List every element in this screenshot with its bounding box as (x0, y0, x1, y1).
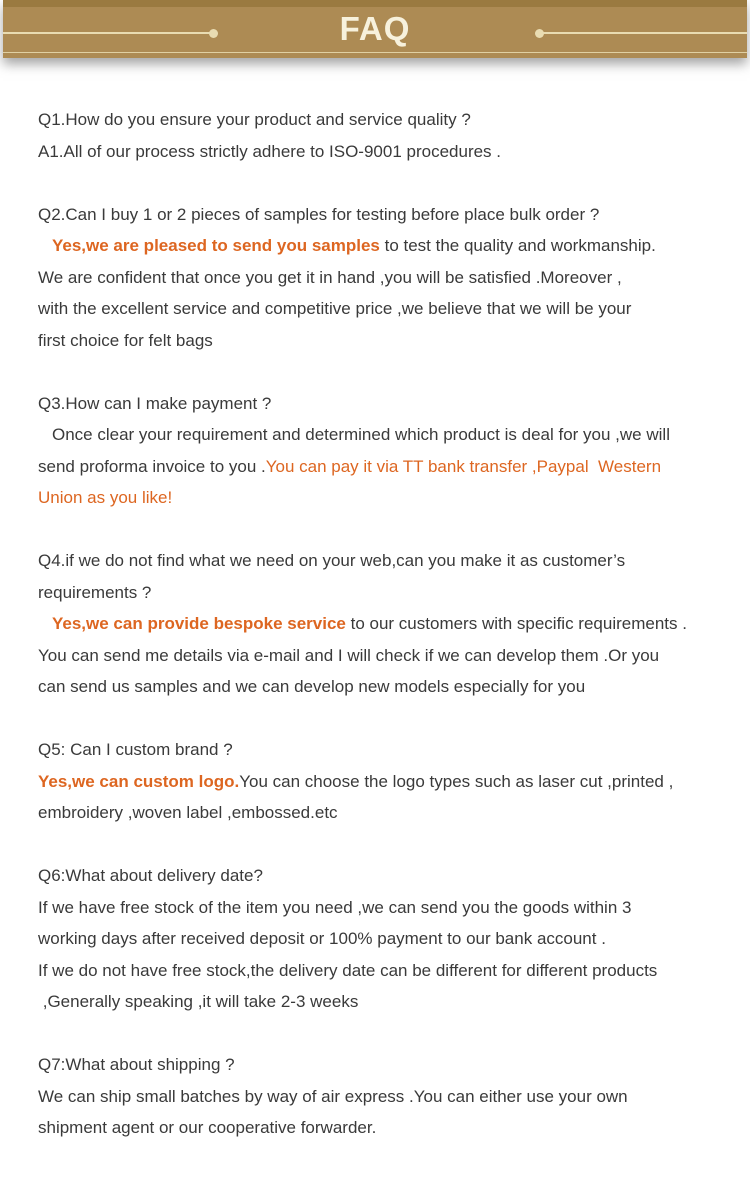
right-decoration-dot (535, 29, 544, 38)
faq-text-run: If we do not have free stock,the delivery date can be different for different products (38, 960, 658, 980)
faq-highlight-run: Union as you like! (38, 488, 173, 507)
faq-line (38, 955, 742, 987)
faq-text-run: Q3.How can I make payment ? (38, 393, 272, 413)
faq-line (38, 766, 742, 798)
faq-section (38, 104, 742, 167)
faq-text-run: send proforma invoice to you . (38, 456, 266, 476)
faq-line (38, 892, 742, 924)
faq-text-run: Once clear your requirement and determined which product is deal for you ,we will (52, 425, 670, 444)
faq-text-run: Q7:What about shipping ? (38, 1055, 235, 1074)
faq-line (38, 734, 742, 766)
faq-text-run: working days after received deposit or 100% payment to our bank account . (38, 929, 606, 948)
faq-highlight-run: Yes,we are pleased to send you samples (52, 236, 380, 255)
faq-line (38, 1049, 742, 1081)
faq-text-run: shipment agent or our cooperative forwarder. (38, 1118, 377, 1137)
faq-text-run: Q2.Can I buy 1 or 2 pieces of samples for testing before place bulk order ? (38, 204, 600, 224)
faq-text-run: A1.All of our process strictly adhere to ISO-9001 procedures . (38, 141, 502, 161)
faq-highlight-run: Yes,we can custom logo. (38, 771, 240, 791)
faq-text-run: to our customers with specific requirements . (345, 614, 687, 633)
faq-text-run: We can ship small batches by way of air express .You can either use your own (38, 1086, 628, 1106)
faq-highlight-run: You can pay it via TT bank transfer ,Paypal Western (265, 456, 662, 476)
faq-line (38, 923, 742, 955)
faq-section (38, 199, 742, 357)
faq-line (38, 136, 742, 168)
faq-line (38, 797, 742, 829)
faq-line (38, 199, 742, 231)
faq-line (38, 293, 742, 325)
faq-line (38, 451, 742, 483)
faq-line (38, 230, 742, 262)
faq-text-run: with the excellent service and competitive price ,we believe that we will be your (38, 299, 632, 318)
faq-text-run: ,Generally speaking ,it will take 2-3 weeks (38, 992, 359, 1011)
faq-section (38, 860, 742, 1018)
faq-text-run: Q6:What about delivery date? (38, 866, 263, 885)
faq-text-run: first choice for felt bags (38, 330, 213, 350)
faq-line (38, 104, 742, 136)
faq-text-run: to test the quality and workmanship. (379, 236, 656, 255)
faq-line (38, 545, 742, 577)
faq-text-run: can send us samples and we can develop new models especially for you (38, 677, 586, 696)
faq-line (38, 482, 742, 514)
faq-section (38, 388, 742, 514)
faq-section (38, 734, 742, 829)
right-decoration-line (539, 32, 747, 34)
faq-banner (3, 0, 747, 58)
faq-text-run: requirements ? (38, 582, 152, 602)
faq-text-run: You can choose the logo types such as laser cut ,printed , (239, 771, 674, 791)
faq-line (38, 1112, 742, 1144)
banner-bottom-line (3, 52, 747, 53)
faq-line (38, 388, 742, 420)
faq-line (38, 325, 742, 357)
faq-line (38, 860, 742, 892)
faq-highlight-run: Yes,we can provide bespoke service (52, 614, 346, 633)
page-title: FAQ (339, 10, 411, 47)
faq-text-run: If we have free stock of the item you need ,we can send you the goods within 3 (38, 897, 632, 917)
faq-section (38, 545, 742, 703)
faq-line (38, 262, 742, 294)
faq-line (38, 419, 742, 451)
faq-line (38, 577, 742, 609)
faq-line (38, 986, 742, 1018)
faq-text-run: Q4.if we do not find what we need on your web,can you make it as customer’s (38, 551, 626, 570)
faq-text-run: You can send me details via e-mail and I will check if we can develop them .Or you (38, 645, 660, 665)
faq-line (38, 640, 742, 672)
faq-line (38, 608, 742, 640)
faq-line (38, 1081, 742, 1113)
faq-text-run: embroidery ,woven label ,embossed.etc (38, 803, 338, 822)
faq-text-run: Q1.How do you ensure your product and service quality ? (38, 110, 471, 129)
faq-list (38, 104, 742, 1144)
faq-section (38, 1049, 742, 1144)
faq-line (38, 671, 742, 703)
faq-text-run: Q5: Can I custom brand ? (38, 740, 233, 759)
faq-text-run: We are confident that once you get it in hand ,you will be satisfied .Moreover , (38, 267, 622, 287)
banner-top-strip (3, 0, 747, 7)
